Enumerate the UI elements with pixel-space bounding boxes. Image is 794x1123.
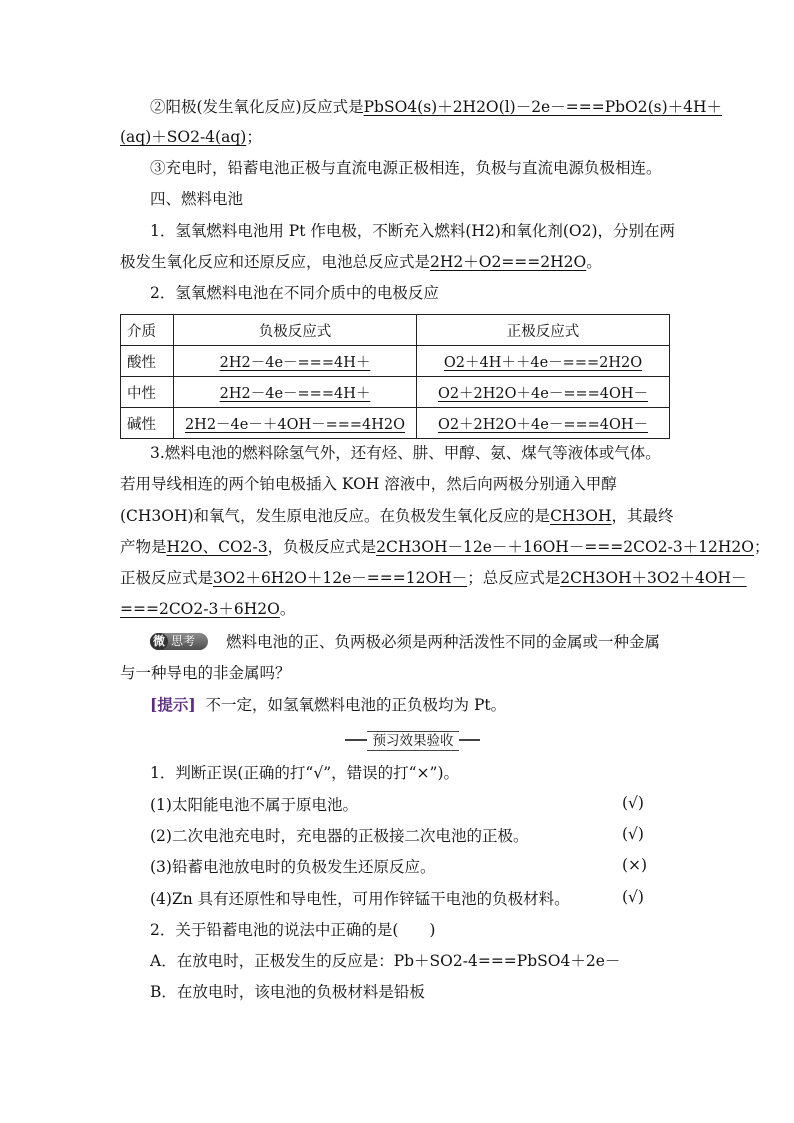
- fuel-cell-para-2: 2．氢氧燃料电池在不同介质中的电极反应: [150, 284, 439, 302]
- quiz-item: (3)铅蓄电池放电时的负极发生还原反应。: [150, 858, 436, 876]
- quiz-question-2: 2．关于铅蓄电池的说法中正确的是( ): [150, 921, 436, 939]
- table-row: [121, 377, 670, 408]
- period: 。: [586, 253, 602, 271]
- table-header-row: [121, 315, 670, 346]
- text-run: ；总反应式是: [467, 569, 561, 587]
- text-run: ，负极反应式是: [267, 538, 377, 556]
- table-cell: 2H2－4e－===4H＋: [219, 354, 371, 371]
- quiz-option-b: B．在放电时，该电池的负极材料是铅板: [150, 983, 425, 1001]
- section-heading-fuel-cell: 四、燃料电池: [150, 190, 244, 208]
- text-run: 。: [279, 600, 296, 618]
- hint-text: 不一定，如氢氧燃料电池的正负极均为 Pt。: [205, 696, 507, 714]
- answer-blank: 2CH3OH－12e－＋16OH－===2CO2-3＋12H2O: [376, 538, 754, 556]
- methanol-para-2: 若用导线相连的两个铂电极插入 KOH 溶液中，然后向两极分别通入甲醇: [120, 475, 617, 493]
- anode-label: ②阳极(发生氧化反应)反应式是: [150, 98, 364, 116]
- text-run: 产物是: [120, 538, 167, 556]
- quiz-option-a: A．在放电时，正极发生的反应是：Pb＋SO2-4===PbSO4＋2e－: [150, 952, 621, 970]
- quiz-item: (2)二次电池充电时，充电器的正极接二次电池的正极。: [150, 827, 529, 845]
- table-cell: O2＋2H2O＋4e－===4OH－: [437, 416, 649, 433]
- answer-blank: H2O、CO2-3: [166, 538, 268, 556]
- charging-note: ③充电时，铅蓄电池正极与直流电源正极相连，负极与直流电源负极相连。: [150, 159, 662, 177]
- table-header: 介质: [121, 315, 174, 346]
- methanol-para-5: [120, 567, 747, 589]
- table-cell: O2＋2H2O＋4e－===4OH－: [437, 385, 649, 402]
- answer-blank: CH3OH: [550, 507, 612, 525]
- fuel-cell-para-1-cont: [120, 251, 680, 273]
- table-cell: 酸性: [121, 346, 174, 377]
- text-run: 正极反应式是: [120, 569, 214, 587]
- electrode-reaction-table: [120, 314, 670, 439]
- hint-tag: [提示]: [150, 695, 196, 714]
- section-title-label: 预习效果验收: [367, 731, 459, 751]
- text-run: ；: [753, 538, 770, 556]
- quiz-question-1: 1．判断正误(正确的打“√”，错误的打“×”)。: [150, 764, 460, 782]
- table-row: [121, 346, 670, 377]
- quiz-item: (4)Zn 具有还原性和导电性，可用作锌锰干电池的负极材料。: [150, 890, 570, 908]
- methanol-para-3: [120, 505, 680, 527]
- total-reaction: 2H2＋O2===2H2O: [430, 253, 587, 271]
- quiz-item: (1)太阳能电池不属于原电池。: [150, 796, 358, 814]
- quiz-item-mark: (√): [622, 825, 644, 843]
- answer-blank: 3O2＋6H2O＋12e－===12OH－: [213, 569, 468, 587]
- hint-line: [150, 694, 680, 716]
- table-cell: 中性: [121, 377, 174, 408]
- think-question: 燃料电池的正、负两极必须是两种活泼性不同的金属或一种金属: [226, 633, 661, 651]
- table-header: 负极反应式: [174, 315, 417, 346]
- methanol-para-1: 3.燃料电池的燃料除氢气外，还有烃、肼、甲醇、氨、煤气等液体或气体。: [150, 444, 661, 462]
- quiz-item-mark: (×): [622, 856, 648, 874]
- quiz-item-mark: (√): [622, 794, 644, 812]
- semicolon: ；: [246, 128, 262, 146]
- rule-left: [345, 739, 367, 741]
- table-cell: 2H2－4e－===4H＋: [219, 385, 371, 402]
- quiz-item-mark: (√): [622, 888, 644, 906]
- think-question-cont: 与一种导电的非金属吗？: [120, 664, 291, 682]
- anode-equation-line: [150, 96, 723, 118]
- anode-equation: PbSO4(s)＋2H2O(l)－2e－===PbO2(s)＋4H＋: [363, 98, 723, 116]
- rule-right: [459, 739, 480, 741]
- text-run: (CH3OH)和氧气，发生原电池反应。在负极发生氧化反应的是: [120, 507, 551, 525]
- table-cell: 2H2－4e－＋4OH－===4H2O: [184, 416, 406, 433]
- table-row: [121, 408, 670, 439]
- table-header: 正极反应式: [417, 315, 670, 346]
- badge-si: 思考: [171, 634, 196, 648]
- anode-equation-cont: [120, 126, 680, 148]
- table-cell: 碱性: [121, 408, 174, 439]
- methanol-para-6: [120, 598, 680, 620]
- badge-wei: 微: [150, 633, 168, 650]
- fuel-cell-para-1: 1．氢氧燃料电池用 Pt 作电极，不断充入燃料(H2)和氧化剂(O2)，分别在两: [150, 222, 676, 240]
- section-title: [345, 731, 480, 749]
- anode-equation-tail: (aq)＋SO2-4(aq): [120, 128, 247, 146]
- total-reaction-label: 极发生氧化反应和还原反应，电池总反应式是: [120, 253, 431, 271]
- methanol-para-4: [120, 536, 770, 558]
- answer-blank: ===2CO2-3＋6H2O: [120, 600, 280, 618]
- table-cell: O2＋4H＋＋4e－===2H2O: [443, 354, 643, 371]
- think-badge-icon: [150, 633, 208, 650]
- answer-blank: 2CH3OH＋3O2＋4OH－: [560, 569, 747, 587]
- text-run: ，其最终: [611, 507, 674, 525]
